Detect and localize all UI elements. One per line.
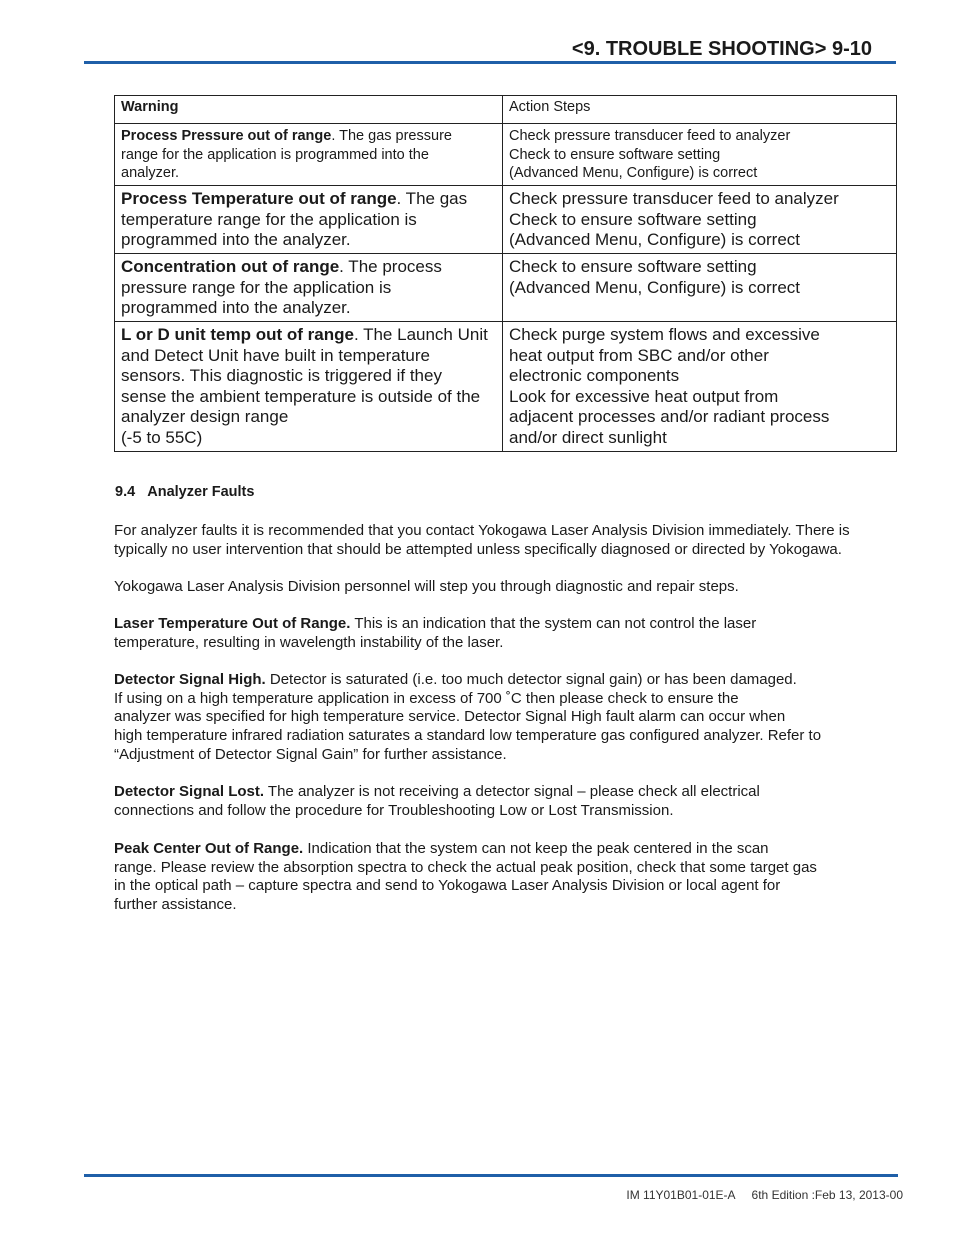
warning-tail: . The gas [396,189,468,208]
warning-line: range for the application is programmed into the [121,146,429,163]
paragraph-line: connections and follow the procedure for Troubleshooting Low or Lost Transmission. [114,801,674,819]
warning-cell [115,254,503,322]
paragraph-line [114,783,904,802]
paragraph-line: high temperature infrared radiation saturates a standard low temperature gas configured analyzer. Refer to [114,727,822,745]
table-row [115,124,897,186]
fault-text: This is an indication that the system can not control the laser [350,615,757,632]
action-cell [503,254,897,322]
action-line: Check to ensure software setting [509,257,757,276]
column-header-warning: Warning [115,96,503,124]
warning-tail: . The process [339,257,442,276]
table-row [115,186,897,254]
page-title: <9. TROUBLE SHOOTING> 9-10 [571,38,872,60]
personnel-paragraph [114,578,904,597]
paragraph-line: If using on a high temperature application in excess of 700 ˚C then please check to ensure the [114,689,739,707]
paragraph-line [114,671,904,690]
action-line: Check pressure transducer feed to analyzer [509,189,839,208]
paragraph-line [114,615,904,634]
warning-cell [115,322,503,452]
paragraph-line: analyzer was specified for high temperature service. Detector Signal High fault alarm can occur when [114,708,786,726]
action-cell [503,322,897,452]
fault-laser-temperature [114,615,904,652]
warning-line: programmed into the analyzer. [121,298,351,318]
warning-title: L or D unit temp out of range [121,325,354,344]
warning-line: analyzer. [121,165,180,181]
fault-title: Detector Signal High. [114,671,266,688]
column-header-action: Action Steps [503,96,897,124]
action-line: electronic components [509,366,680,386]
action-line: Check purge system flows and excessive [509,325,820,344]
action-line: Check to ensure software setting [509,209,757,229]
footer-divider [84,1174,898,1177]
fault-detector-signal-lost [114,783,904,820]
paragraph-line: “Adjustment of Detector Signal Gain” for further assistance. [114,745,507,763]
fault-title: Peak Center Out of Range. [114,840,304,857]
paragraph-line [114,840,904,859]
warning-line: sensors. This diagnostic is triggered if they [121,366,442,386]
table-header-row [115,96,897,124]
action-line: heat output from SBC and/or other [509,345,769,365]
fault-title: Detector Signal Lost. [114,783,265,800]
warning-title: Process Temperature out of range [121,189,397,208]
warning-line: analyzer design range [121,407,289,427]
action-line: (Advanced Menu, Configure) is correct [509,230,801,250]
warning-line: programmed into the analyzer. [121,230,351,250]
warning-line: sense the ambient temperature is outside of the [121,386,481,406]
section-title: Analyzer Faults [147,484,255,500]
warning-line: temperature range for the application is [121,209,417,229]
paragraph-line: further assistance. [114,896,237,914]
action-cell [503,124,897,186]
action-line: (Advanced Menu, Configure) is correct [509,277,801,297]
fault-title: Laser Temperature Out of Range. [114,615,351,632]
paragraph-line: Yokogawa Laser Analysis Division personnel will step you through diagnostic and repair steps. [114,578,739,595]
intro-paragraph [114,522,904,559]
paragraph-line: typically no user intervention that should be attempted unless specifically diagnosed or directed by Yokogawa. [114,540,842,558]
warning-line: and Detect Unit have built in temperature [121,345,431,365]
warning-tail: . The gas pressure [331,128,452,144]
document-id: IM 11Y01B01-01E-A [626,1188,736,1202]
paragraph-line: in the optical path – capture spectra and send to Yokogawa Laser Analysis Division or local agent for [114,877,781,895]
edition-date: 6th Edition :Feb 13, 2013-00 [751,1188,903,1202]
fault-peak-center [114,840,904,915]
warning-line [121,325,496,346]
warning-title: Process Pressure out of range [121,128,332,144]
warning-table [114,95,897,452]
warning-line [121,257,496,278]
warning-cell [115,186,503,254]
action-line: adjacent processes and/or radiant process [509,407,830,427]
footer [626,1188,903,1202]
paragraph-line: temperature, resulting in wavelength instability of the laser. [114,633,504,651]
warning-line: pressure range for the application is [121,277,392,297]
action-cell [503,186,897,254]
fault-text: Detector is saturated (i.e. too much detector signal gain) or has been damaged. [265,671,797,688]
header-divider [84,61,896,64]
action-line: Check pressure transducer feed to analyzer [509,128,791,144]
warning-line [121,189,496,210]
fault-text: Indication that the system can not keep the peak centered in the scan [303,840,769,857]
warning-tail: . The Launch Unit [353,325,488,344]
table-row [115,322,897,452]
fault-detector-signal-high [114,671,904,765]
warning-line: (-5 to 55C) [121,427,203,447]
section-number: 9.4 [115,484,136,500]
warning-title: Concentration out of range [121,257,340,276]
action-line: and/or direct sunlight [509,427,667,447]
fault-text: The analyzer is not receiving a detector signal – please check all electrical [264,783,760,800]
paragraph-line: range. Please review the absorption spectra to check the actual peak position, check that some target gas [114,858,817,876]
warning-line [121,127,496,146]
action-line: Check to ensure software setting [509,146,721,163]
paragraph-line: For analyzer faults it is recommended that you contact Yokogawa Laser Analysis Division immediately. There is [114,522,850,539]
action-line: Look for excessive heat output from [509,386,779,406]
action-line: (Advanced Menu, Configure) is correct [509,165,758,181]
section-heading [115,484,254,500]
table-row [115,254,897,322]
warning-cell [115,124,503,186]
